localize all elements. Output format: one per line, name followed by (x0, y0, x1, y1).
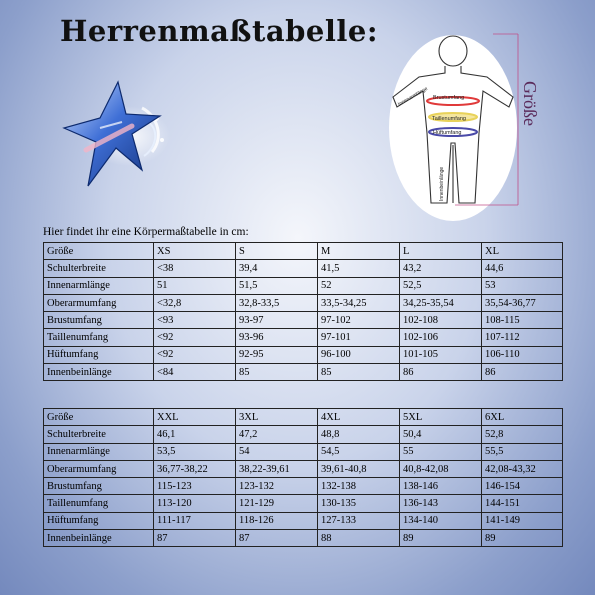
table-cell: 93-96 (236, 329, 318, 346)
table-cell: 111-117 (154, 512, 236, 529)
row-label: Schulterbreite (44, 260, 154, 277)
table-cell: 53 (482, 277, 563, 294)
row-label: Hüftumfang (44, 346, 154, 363)
page-title: Herrenmaßtabelle: (60, 14, 379, 48)
table-cell: 86 (400, 364, 482, 381)
table-row (44, 530, 563, 547)
table-cell: <84 (154, 364, 236, 381)
table-cell: 54 (236, 443, 318, 460)
table-cell: 132-138 (318, 478, 400, 495)
table-cell: <38 (154, 260, 236, 277)
body-measurement-figure (385, 33, 545, 223)
size-table-2 (43, 408, 563, 547)
star-logo (56, 78, 172, 190)
table-cell: 32,8-33,5 (236, 294, 318, 311)
table-cell: 42,08-43,32 (482, 460, 563, 477)
table-cell: 130-135 (318, 495, 400, 512)
table-cell: 39,4 (236, 260, 318, 277)
table-cell: 38,22-39,61 (236, 460, 318, 477)
table-cell: 96-100 (318, 346, 400, 363)
table-row (44, 426, 563, 443)
table-cell: 123-132 (236, 478, 318, 495)
label-brustumfang: Brustumfang (433, 95, 465, 101)
table-cell: 54,5 (318, 443, 400, 460)
table-cell: 141-149 (482, 512, 563, 529)
table-cell: 39,61-40,8 (318, 460, 400, 477)
label-hueftumfang: Hüftumfang (433, 130, 462, 136)
header-cell: 4XL (318, 409, 400, 426)
table-cell: 46,1 (154, 426, 236, 443)
table-row (44, 478, 563, 495)
row-label: Innenarmlänge (44, 277, 154, 294)
table-cell: 97-101 (318, 329, 400, 346)
table-cell: <92 (154, 329, 236, 346)
table-row (44, 260, 563, 277)
header-cell: M (318, 243, 400, 260)
table-cell: 115-123 (154, 478, 236, 495)
header-cell: L (400, 243, 482, 260)
header-cell: S (236, 243, 318, 260)
table-row (44, 277, 563, 294)
table-cell: 138-146 (400, 478, 482, 495)
table-cell: 89 (400, 530, 482, 547)
table-cell: 55,5 (482, 443, 563, 460)
header-cell: 5XL (400, 409, 482, 426)
table-cell: 41,5 (318, 260, 400, 277)
table-cell: 101-105 (400, 346, 482, 363)
table-cell: 85 (318, 364, 400, 381)
table-cell: 51 (154, 277, 236, 294)
table-cell: 87 (154, 530, 236, 547)
table-cell: 102-106 (400, 329, 482, 346)
table-cell: 86 (482, 364, 563, 381)
header-cell: Größe (44, 409, 154, 426)
table-cell: 53,5 (154, 443, 236, 460)
row-label: Taillenumfang (44, 329, 154, 346)
table-cell: <93 (154, 312, 236, 329)
size-table-1 (43, 242, 563, 381)
table-cell: 50,4 (400, 426, 482, 443)
label-groesse: Größe (520, 81, 540, 126)
table-cell: 134-140 (400, 512, 482, 529)
table-cell: 108-115 (482, 312, 563, 329)
row-label: Brustumfang (44, 312, 154, 329)
table-cell: 47,2 (236, 426, 318, 443)
table-cell: 85 (236, 364, 318, 381)
table-cell: 36,77-38,22 (154, 460, 236, 477)
table-cell: 44,6 (482, 260, 563, 277)
row-label: Brustumfang (44, 478, 154, 495)
label-innenbeinlaenge: Innenbeinlänge (439, 166, 445, 201)
header-cell: XL (482, 243, 563, 260)
table-row (44, 294, 563, 311)
table-cell: 35,54-36,77 (482, 294, 563, 311)
header-cell: XXL (154, 409, 236, 426)
row-label: Hüftumfang (44, 512, 154, 529)
table-cell: 144-151 (482, 495, 563, 512)
table-cell: <92 (154, 346, 236, 363)
table-cell: 107-112 (482, 329, 563, 346)
table-cell: 43,2 (400, 260, 482, 277)
table-cell: 52,5 (400, 277, 482, 294)
table-cell: <32,8 (154, 294, 236, 311)
row-label: Innenarmlänge (44, 443, 154, 460)
table-cell: 40,8-42,08 (400, 460, 482, 477)
table-cell: 102-108 (400, 312, 482, 329)
table-cell: 118-126 (236, 512, 318, 529)
table-cell: 33,5-34,25 (318, 294, 400, 311)
table-cell: 55 (400, 443, 482, 460)
table-cell: 92-95 (236, 346, 318, 363)
table-header-row (44, 409, 563, 426)
table-cell: 51,5 (236, 277, 318, 294)
table-cell: 127-133 (318, 512, 400, 529)
table-row (44, 460, 563, 477)
row-label: Oberarmumfang (44, 460, 154, 477)
table-row (44, 512, 563, 529)
table-cell: 146-154 (482, 478, 563, 495)
table-row (44, 495, 563, 512)
label-taillenumfang: Taillenumfang (432, 116, 466, 122)
table-cell: 48,8 (318, 426, 400, 443)
table-cell: 93-97 (236, 312, 318, 329)
row-label: Taillenumfang (44, 495, 154, 512)
table-cell: 121-129 (236, 495, 318, 512)
table-cell: 52,8 (482, 426, 563, 443)
table-cell: 106-110 (482, 346, 563, 363)
row-label: Innenbeinlänge (44, 530, 154, 547)
table-cell: 87 (236, 530, 318, 547)
row-label: Schulterbreite (44, 426, 154, 443)
header-cell: Größe (44, 243, 154, 260)
table-row (44, 364, 563, 381)
label-innenarmlaenge: Innenarmlänge (397, 85, 429, 108)
table-row (44, 329, 563, 346)
intro-text: Hier findet ihr eine Körpermaßtabelle in cm: (43, 226, 249, 238)
table-row (44, 443, 563, 460)
header-cell: XS (154, 243, 236, 260)
table-cell: 88 (318, 530, 400, 547)
table-header-row (44, 243, 563, 260)
table-cell: 52 (318, 277, 400, 294)
row-label: Innenbeinlänge (44, 364, 154, 381)
table-cell: 89 (482, 530, 563, 547)
header-cell: 6XL (482, 409, 563, 426)
table-cell: 113-120 (154, 495, 236, 512)
table-cell: 136-143 (400, 495, 482, 512)
table-row (44, 346, 563, 363)
table-cell: 97-102 (318, 312, 400, 329)
header-cell: 3XL (236, 409, 318, 426)
row-label: Oberarmumfang (44, 294, 154, 311)
table-cell: 34,25-35,54 (400, 294, 482, 311)
table-row (44, 312, 563, 329)
